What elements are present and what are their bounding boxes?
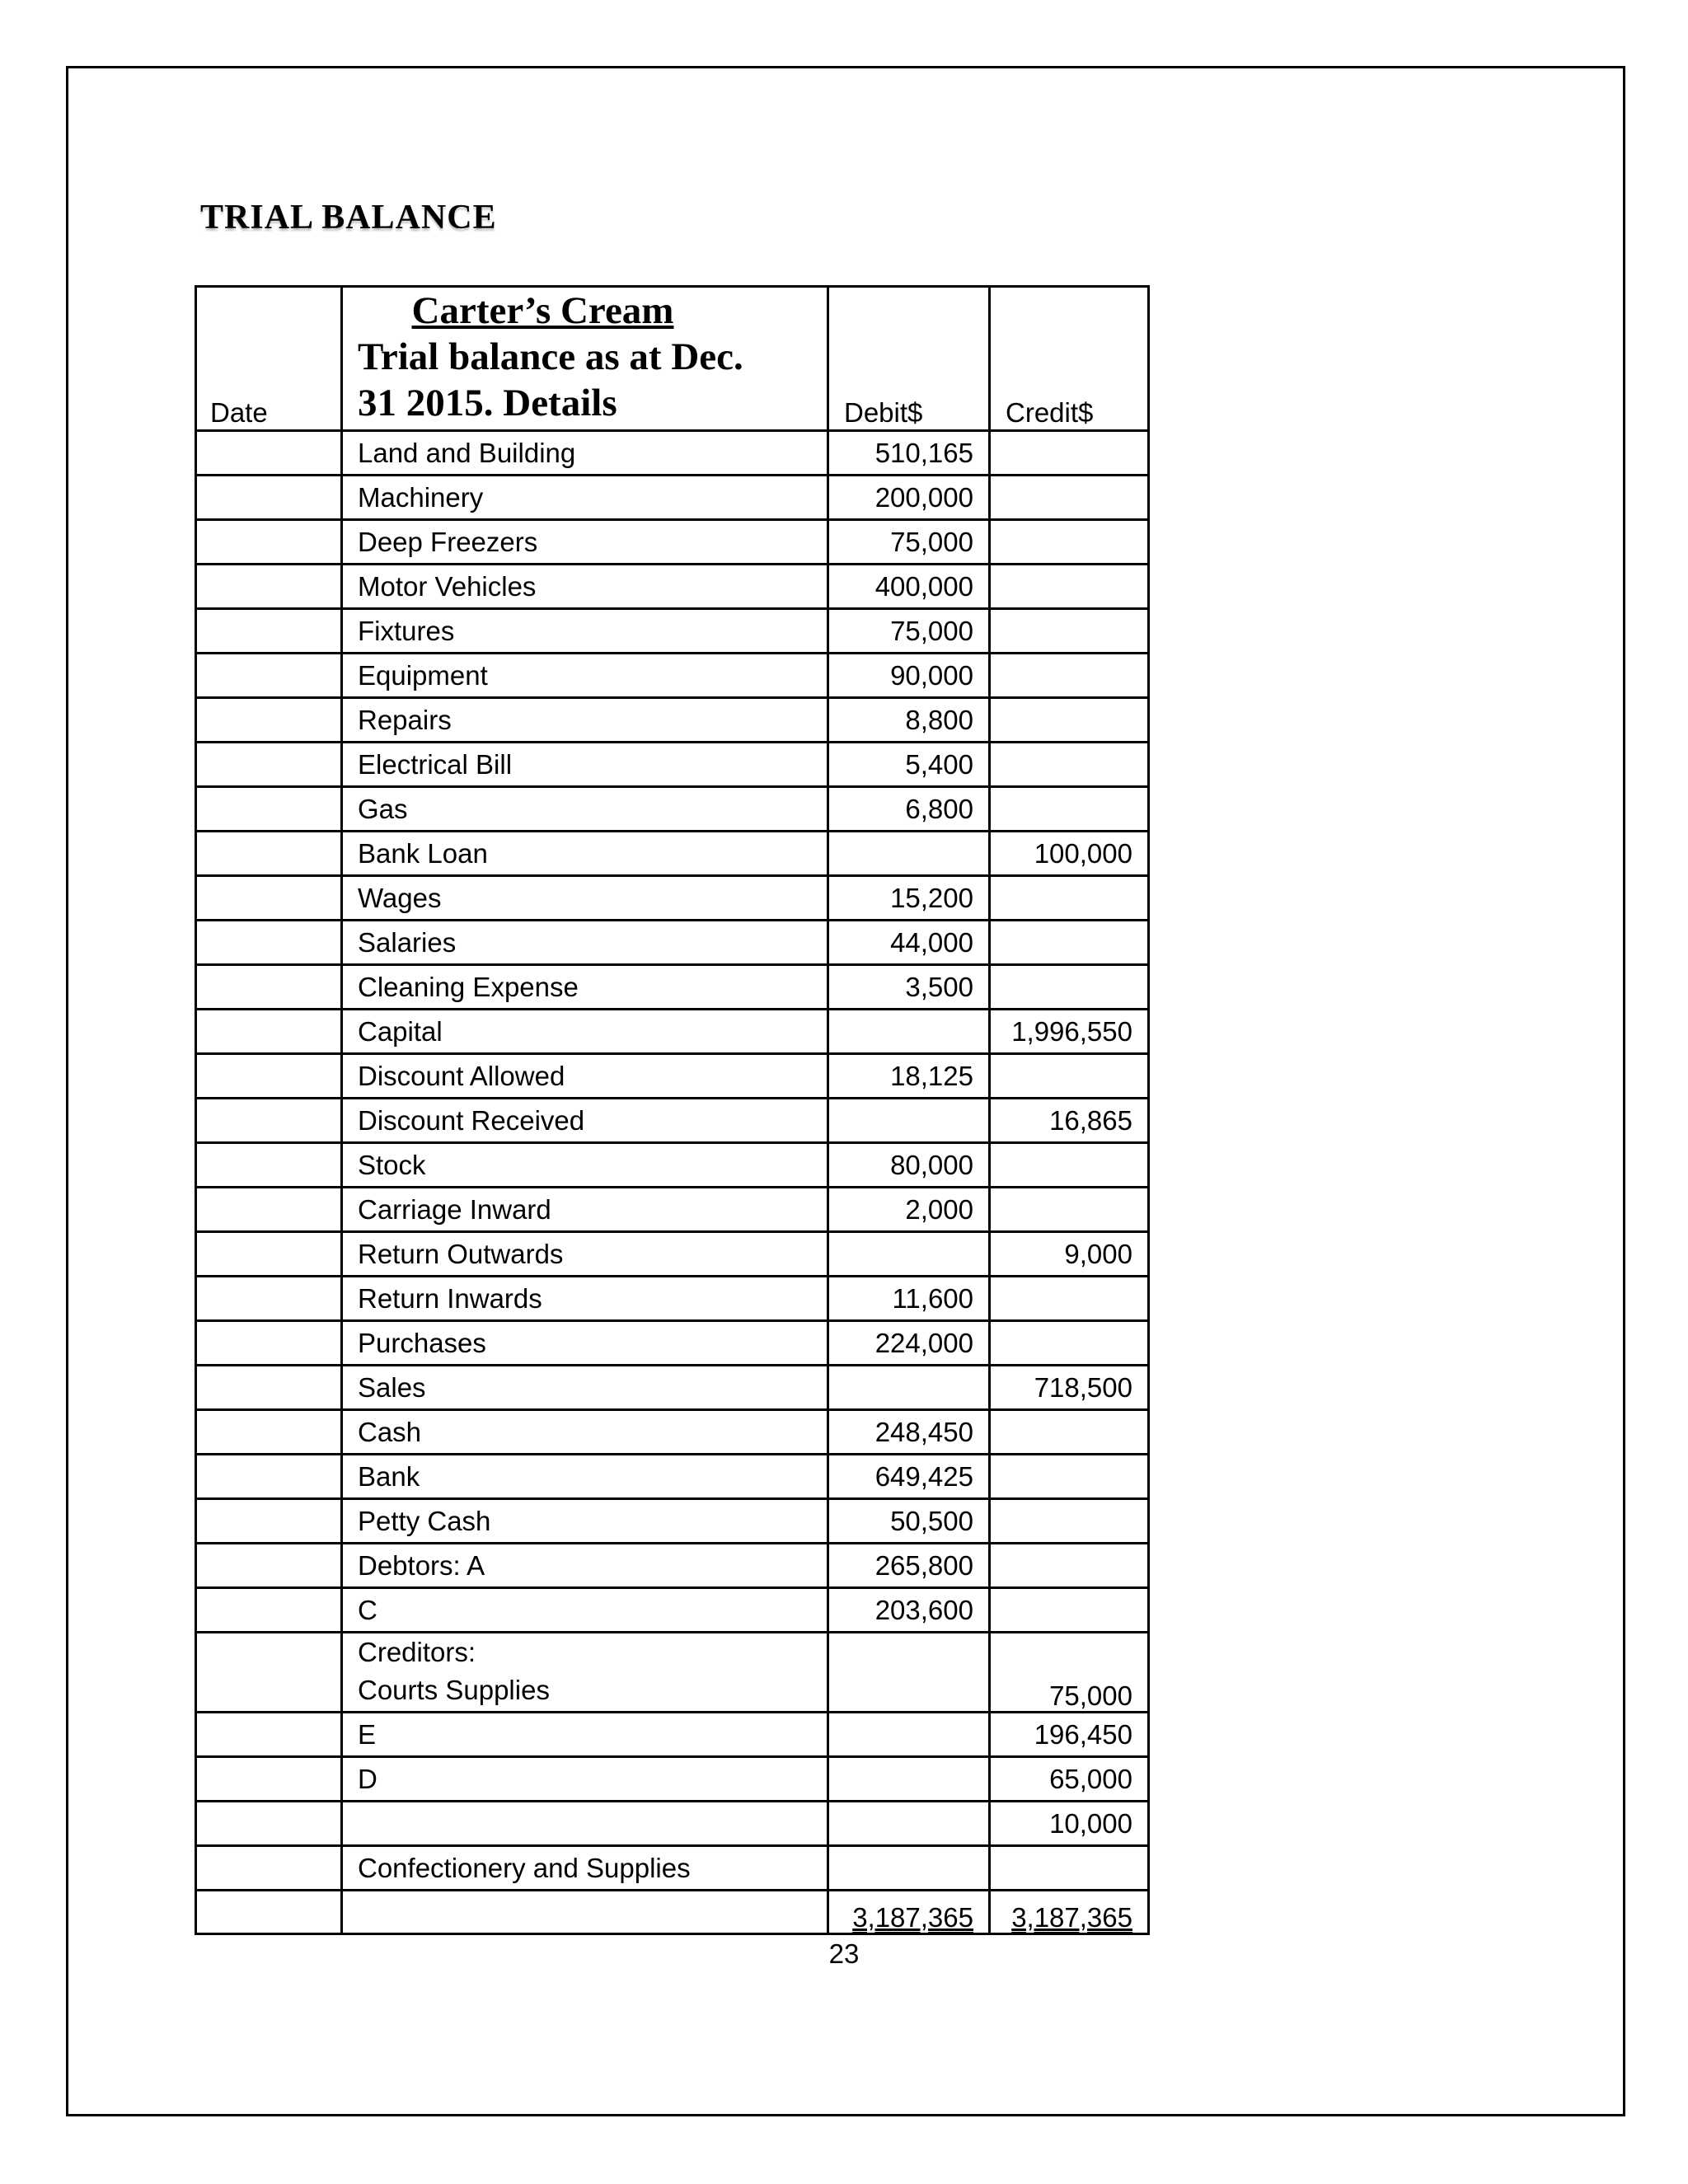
company-name: Carter’s Cream [411, 289, 674, 332]
table-row [196, 1410, 1149, 1455]
date-cell [196, 1143, 342, 1188]
total-debit-cell [828, 1891, 990, 1934]
date-cell [196, 1232, 342, 1277]
date-cell [196, 565, 342, 609]
date-cell [196, 1099, 342, 1143]
details-cell [342, 1633, 828, 1713]
table-row [196, 876, 1149, 921]
total-credit: 3,187,365 [1011, 1902, 1132, 1933]
credit-cell [990, 431, 1149, 476]
debit-cell [828, 1633, 990, 1713]
table-row [196, 1544, 1149, 1588]
table-row [196, 921, 1149, 965]
table-title [358, 288, 827, 426]
credit-cell [990, 698, 1149, 743]
details-cell: Discount Allowed [342, 1054, 828, 1099]
details-cell: Deep Freezers [342, 520, 828, 565]
date-cell [196, 654, 342, 698]
details-cell: Petty Cash [342, 1499, 828, 1544]
debit-cell: 2,000 [828, 1188, 990, 1232]
debit-cell [828, 1366, 990, 1410]
table-row [196, 1321, 1149, 1366]
debit-cell: 80,000 [828, 1143, 990, 1188]
details-cell: Confectionery and Supplies [342, 1846, 828, 1891]
details-cell: Debtors: A [342, 1544, 828, 1588]
date-cell [196, 609, 342, 654]
date-cell [196, 1277, 342, 1321]
debit-cell: 8,800 [828, 698, 990, 743]
date-cell [196, 876, 342, 921]
credit-cell [990, 520, 1149, 565]
title-line-2: 31 2015. Details [358, 382, 617, 424]
table-row [196, 476, 1149, 520]
credit-cell [990, 1455, 1149, 1499]
debit-cell: 3,500 [828, 965, 990, 1010]
date-cell [196, 1633, 342, 1713]
date-cell [196, 1544, 342, 1588]
date-cell [196, 743, 342, 787]
date-cell [196, 1010, 342, 1054]
date-cell [196, 787, 342, 832]
table-row [196, 1143, 1149, 1188]
credit-cell: 16,865 [990, 1099, 1149, 1143]
credit-cell: 75,000 [990, 1633, 1149, 1713]
date-cell [196, 1757, 342, 1802]
debit-cell: 510,165 [828, 431, 990, 476]
credit-cell: 718,500 [990, 1366, 1149, 1410]
credit-cell: 1,996,550 [990, 1010, 1149, 1054]
date-cell [196, 520, 342, 565]
total-credit-cell [990, 1891, 1149, 1934]
header-credit: Credit$ [990, 287, 1149, 431]
debit-cell: 649,425 [828, 1455, 990, 1499]
date-cell [196, 1499, 342, 1544]
date-cell [196, 1188, 342, 1232]
debit-cell [828, 1802, 990, 1846]
debit-cell [828, 832, 990, 876]
credit-cell [990, 1054, 1149, 1099]
debit-cell: 5,400 [828, 743, 990, 787]
debit-cell: 265,800 [828, 1544, 990, 1588]
credit-cell [990, 565, 1149, 609]
date-cell [196, 921, 342, 965]
details-cell: Capital [342, 1010, 828, 1054]
debit-cell [828, 1010, 990, 1054]
table-row [196, 1188, 1149, 1232]
details-cell: Discount Received [342, 1099, 828, 1143]
table-row [196, 1054, 1149, 1099]
table-row [196, 654, 1149, 698]
details-cell: Bank [342, 1455, 828, 1499]
creditor-name: Courts Supplies [358, 1675, 550, 1705]
header-date: Date [196, 287, 342, 431]
credit-cell [990, 921, 1149, 965]
date-cell [196, 698, 342, 743]
details-cell: Land and Building [342, 431, 828, 476]
creditors-row [196, 1633, 1149, 1713]
debit-cell [828, 1846, 990, 1891]
debit-cell: 200,000 [828, 476, 990, 520]
date-cell [196, 1366, 342, 1410]
credit-cell [990, 876, 1149, 921]
details-cell: C [342, 1588, 828, 1633]
total-debit: 3,187,365 [852, 1902, 973, 1933]
credit-cell [990, 965, 1149, 1010]
details-cell [342, 1802, 828, 1846]
debit-cell: 75,000 [828, 520, 990, 565]
date-cell [196, 1846, 342, 1891]
table-row [196, 743, 1149, 787]
credit-cell [990, 1544, 1149, 1588]
credit-cell: 9,000 [990, 1232, 1149, 1277]
table-row [196, 1099, 1149, 1143]
date-cell [196, 1455, 342, 1499]
date-cell [196, 1891, 342, 1934]
credit-cell [990, 1321, 1149, 1366]
date-cell [196, 476, 342, 520]
credit-cell [990, 787, 1149, 832]
credit-cell [990, 476, 1149, 520]
debit-cell [828, 1232, 990, 1277]
date-cell [196, 1713, 342, 1757]
date-cell [196, 1054, 342, 1099]
table-row [196, 698, 1149, 743]
credit-cell [990, 1410, 1149, 1455]
details-cell: Cleaning Expense [342, 965, 828, 1010]
details-cell: Motor Vehicles [342, 565, 828, 609]
debit-cell: 75,000 [828, 609, 990, 654]
table-row [196, 965, 1149, 1010]
details-cell: Purchases [342, 1321, 828, 1366]
credit-cell: 10,000 [990, 1802, 1149, 1846]
details-cell: D [342, 1757, 828, 1802]
trial-balance-table [195, 285, 1150, 1935]
date-cell [196, 1588, 342, 1633]
table-row [196, 1802, 1149, 1846]
debit-cell: 50,500 [828, 1499, 990, 1544]
details-cell: Fixtures [342, 609, 828, 654]
date-cell [196, 431, 342, 476]
table-row [196, 565, 1149, 609]
credit-cell [990, 1588, 1149, 1633]
details-cell: Return Outwards [342, 1232, 828, 1277]
details-cell: Repairs [342, 698, 828, 743]
credit-cell [990, 1277, 1149, 1321]
page-number: 23 [828, 1938, 860, 1969]
page-heading: TRIAL BALANCE [200, 199, 497, 237]
details-cell: Cash [342, 1410, 828, 1455]
date-cell [196, 832, 342, 876]
table-row [196, 832, 1149, 876]
details-cell: Equipment [342, 654, 828, 698]
details-cell [342, 1891, 828, 1934]
table-row [196, 1713, 1149, 1757]
date-cell [196, 965, 342, 1010]
table-row [196, 1846, 1149, 1891]
details-cell: Carriage Inward [342, 1188, 828, 1232]
details-cell: Bank Loan [342, 832, 828, 876]
table-row [196, 1499, 1149, 1544]
debit-cell: 6,800 [828, 787, 990, 832]
credit-cell [990, 743, 1149, 787]
header-details [342, 287, 828, 431]
credit-cell [990, 1188, 1149, 1232]
details-cell: E [342, 1713, 828, 1757]
credit-cell: 65,000 [990, 1757, 1149, 1802]
credit-cell: 196,450 [990, 1713, 1149, 1757]
table-header-row [196, 287, 1149, 431]
table-row [196, 520, 1149, 565]
credit-cell [990, 1846, 1149, 1891]
debit-cell [828, 1713, 990, 1757]
debit-cell: 11,600 [828, 1277, 990, 1321]
date-cell [196, 1321, 342, 1366]
debit-cell: 203,600 [828, 1588, 990, 1633]
title-line-1: Trial balance as at Dec. [358, 335, 743, 378]
date-cell [196, 1410, 342, 1455]
debit-cell: 15,200 [828, 876, 990, 921]
creditors-label: Creditors: [358, 1637, 476, 1667]
credit-cell [990, 1143, 1149, 1188]
table-row [196, 1455, 1149, 1499]
details-cell: Stock [342, 1143, 828, 1188]
debit-cell: 90,000 [828, 654, 990, 698]
debit-cell: 400,000 [828, 565, 990, 609]
debit-cell [828, 1757, 990, 1802]
credit-cell [990, 609, 1149, 654]
debit-cell: 18,125 [828, 1054, 990, 1099]
debit-cell: 44,000 [828, 921, 990, 965]
date-cell [196, 1802, 342, 1846]
table-row [196, 1757, 1149, 1802]
details-cell: Wages [342, 876, 828, 921]
totals-row [196, 1891, 1149, 1934]
table-row [196, 431, 1149, 476]
details-cell: Sales [342, 1366, 828, 1410]
details-cell: Electrical Bill [342, 743, 828, 787]
table-row [196, 1366, 1149, 1410]
details-cell: Salaries [342, 921, 828, 965]
header-debit: Debit$ [828, 287, 990, 431]
debit-cell: 248,450 [828, 1410, 990, 1455]
table-row [196, 1010, 1149, 1054]
details-cell: Gas [342, 787, 828, 832]
table-row [196, 1232, 1149, 1277]
details-cell: Machinery [342, 476, 828, 520]
table-row [196, 1277, 1149, 1321]
table-row [196, 787, 1149, 832]
debit-cell: 224,000 [828, 1321, 990, 1366]
credit-cell: 100,000 [990, 832, 1149, 876]
debit-cell [828, 1099, 990, 1143]
details-cell: Return Inwards [342, 1277, 828, 1321]
table-row [196, 1588, 1149, 1633]
credit-cell [990, 1499, 1149, 1544]
credit-cell [990, 654, 1149, 698]
table-row [196, 609, 1149, 654]
